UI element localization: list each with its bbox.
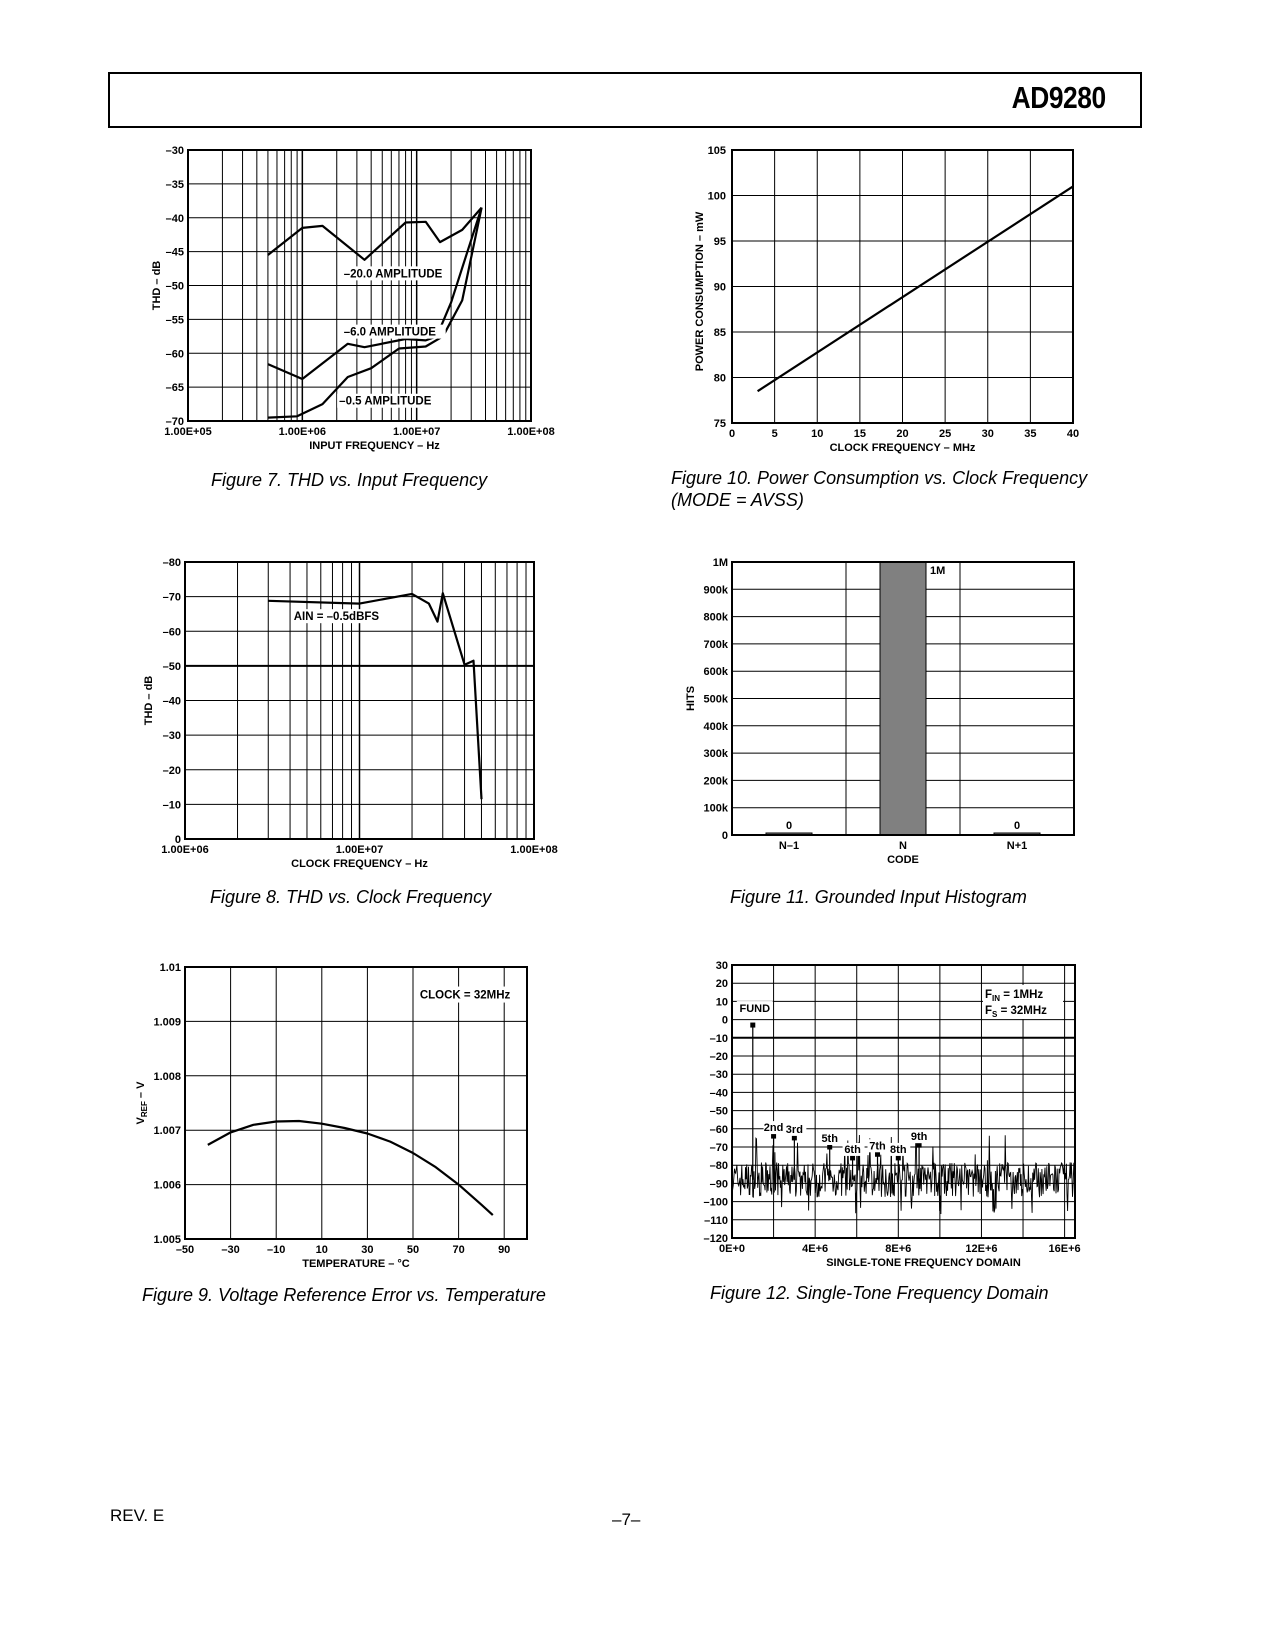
y-tick-label: 80	[713, 372, 726, 385]
y-tick-label: –50	[165, 280, 184, 293]
y-tick-label: –40	[165, 212, 184, 225]
x-axis-label: CODE	[887, 854, 919, 866]
y-tick-label: –60	[165, 348, 184, 361]
y-tick-label: –45	[165, 246, 184, 259]
y-tick-label: 75	[713, 418, 726, 430]
power-consumption-chart	[685, 140, 1090, 460]
x-tick-label: 1.00E+06	[161, 844, 209, 856]
y-tick-label: 0	[174, 834, 181, 846]
figure-10-caption	[671, 467, 1087, 511]
voltage-reference-chart	[130, 958, 540, 1278]
y-tick-label: –70	[165, 416, 184, 428]
figure-11-caption: Figure 11. Grounded Input Histogram	[730, 887, 1027, 907]
y-tick-label: 700k	[703, 638, 728, 651]
y-tick-label: 300k	[703, 748, 728, 761]
figure-10-caption-line1: Figure 10. Power Consumption vs. Clock Frequency	[671, 468, 1088, 488]
y-tick-label: 20	[715, 978, 728, 991]
y-tick-label: –40	[709, 1087, 728, 1100]
y-tick-label: 900k	[703, 584, 728, 597]
legend-fs-sub: S	[992, 1010, 998, 1019]
y-tick-label: 0	[721, 830, 728, 842]
y-tick-label: 10	[715, 996, 728, 1009]
y-axis-label: HITS	[685, 685, 697, 712]
y-tick-label: –120	[703, 1233, 728, 1245]
y-tick-label: –20	[709, 1051, 728, 1063]
legend-fs-main: F	[985, 1005, 993, 1017]
x-tick-label: 90	[498, 1244, 511, 1256]
harmonic-marker	[771, 1134, 776, 1139]
x-axis-label: CLOCK FREQUENCY – Hz	[291, 858, 428, 870]
x-tick-label: 50	[406, 1244, 420, 1256]
harmonic-marker	[850, 1155, 855, 1160]
x-tick-label: 1.00E+07	[392, 426, 441, 438]
x-tick-label: 10	[811, 428, 824, 440]
figure-9-caption: Figure 9. Voltage Reference Error vs. Temperature	[142, 1285, 546, 1305]
y-tick-label: 600k	[703, 666, 728, 679]
x-tick-label: 8E+6	[885, 1243, 912, 1255]
x-tick-label: 10	[315, 1244, 328, 1256]
y-tick-label: –10	[709, 1032, 728, 1045]
y-axis-label: POWER CONSUMPTION – mW	[694, 211, 706, 372]
y-tick-label: 1.005	[153, 1234, 181, 1246]
x-tick-label: 30	[981, 428, 994, 440]
y-tick-label: –110	[704, 1214, 728, 1227]
thd-vs-input-frequency-chart	[140, 140, 580, 460]
y-tick-label: 500k	[703, 693, 728, 706]
y-tick-label: –55	[165, 314, 184, 327]
y-tick-label: –80	[162, 557, 181, 569]
x-tick-label: 40	[1066, 428, 1080, 440]
y-tick-label: 90	[713, 281, 726, 294]
x-tick-label: 15	[853, 428, 866, 440]
x-tick-label: 25	[939, 428, 952, 440]
x-tick-label: 12E+6	[965, 1243, 998, 1255]
y-tick-label: 1.007	[153, 1125, 181, 1138]
x-tick-label: N–1	[778, 840, 800, 852]
grounded-input-histogram-chart	[680, 552, 1090, 874]
harmonic-label: 8th	[890, 1143, 907, 1156]
y-tick-label: 1M	[712, 557, 728, 569]
harmonic-marker	[792, 1135, 797, 1140]
y-tick-label: 30	[715, 960, 728, 972]
y-tick-label: –40	[162, 695, 181, 708]
series-annotation: –0.5 AMPLITUDE	[339, 395, 432, 408]
legend-fin-tail: = 1MHz	[1000, 989, 1044, 1001]
x-tick-label: 1.00E+06	[278, 426, 327, 438]
chart-annotation: CLOCK = 32MHz	[419, 989, 511, 1002]
single-tone-frequency-chart	[690, 955, 1090, 1277]
y-tick-label: –50	[162, 660, 181, 673]
legend-fin-sub: IN	[992, 994, 1001, 1003]
x-tick-label: 30	[361, 1244, 374, 1256]
y-tick-label: –90	[709, 1178, 728, 1191]
series-line	[758, 186, 1073, 391]
x-tick-label: 16E+6	[1048, 1243, 1081, 1255]
x-axis-label: CLOCK FREQUENCY – MHz	[829, 442, 976, 454]
harmonic-marker	[875, 1152, 880, 1157]
bar-value-label: 0	[785, 820, 793, 832]
harmonic-marker	[750, 1023, 755, 1028]
y-axis-label	[135, 1081, 149, 1125]
harmonic-marker	[917, 1143, 922, 1148]
x-tick-label: 1.00E+05	[164, 426, 212, 438]
y-tick-label: –100	[703, 1196, 728, 1209]
y-tick-label: –35	[165, 178, 184, 191]
y-axis-label-tail: – V	[135, 1081, 147, 1102]
y-tick-label: 85	[713, 327, 726, 339]
histogram-bar	[880, 562, 926, 835]
y-tick-label: –10	[162, 799, 181, 812]
y-tick-label: –50	[709, 1105, 728, 1118]
harmonic-label: 7th	[869, 1140, 886, 1153]
figure-8-caption: Figure 8. THD vs. Clock Frequency	[210, 887, 492, 907]
x-axis-label: TEMPERATURE – °C	[302, 1258, 410, 1270]
legend-fs-tail: = 32MHz	[997, 1005, 1047, 1017]
series-line	[268, 593, 481, 799]
harmonic-label: 9th	[910, 1131, 928, 1144]
x-tick-label: –10	[267, 1244, 286, 1256]
y-tick-label: 0	[721, 1014, 728, 1027]
y-tick-label: –70	[709, 1142, 728, 1154]
x-axis-label: SINGLE-TONE FREQUENCY DOMAIN	[826, 1257, 1021, 1269]
bar-value-label: 1M	[930, 565, 946, 577]
y-tick-label: 1.009	[153, 1016, 181, 1029]
x-tick-label: 70	[452, 1244, 465, 1256]
y-tick-label: 100	[707, 190, 726, 203]
x-tick-label: N+1	[1006, 840, 1028, 852]
y-tick-label: 95	[713, 236, 726, 248]
y-tick-label: –30	[709, 1069, 728, 1082]
y-tick-label: –60	[709, 1123, 728, 1136]
y-axis-label: THD – dB	[151, 260, 163, 311]
legend-fin-main: F	[985, 989, 993, 1001]
thd-vs-clock-frequency-chart	[140, 552, 580, 874]
harmonic-marker	[827, 1145, 832, 1150]
series-annotation: AIN = –0.5dBFS	[293, 611, 380, 624]
bar-value-label: 0	[1013, 820, 1021, 832]
y-tick-label: 400k	[703, 720, 728, 733]
y-tick-label: 800k	[703, 611, 728, 624]
x-tick-label: 0	[728, 428, 736, 440]
x-tick-label: –50	[175, 1244, 195, 1256]
y-axis-label-main: V	[135, 1117, 147, 1125]
harmonic-marker	[896, 1155, 901, 1160]
y-axis-label: THD – dB	[143, 675, 155, 726]
y-axis-label-sub: REF	[140, 1101, 149, 1118]
harmonic-label: 3rd	[785, 1123, 803, 1136]
page-header	[108, 72, 1142, 128]
revision-label: REV. E	[110, 1506, 165, 1525]
plot-frame	[185, 967, 527, 1239]
x-axis-label: INPUT FREQUENCY – Hz	[309, 440, 440, 452]
x-tick-label: 0E+0	[719, 1243, 745, 1255]
figure-10-caption-line2: (MODE = AVSS)	[671, 490, 804, 510]
y-tick-label: 1.008	[153, 1070, 181, 1083]
series-annotation: –20.0 AMPLITUDE	[343, 268, 443, 281]
harmonic-label: 6th	[844, 1143, 861, 1156]
x-tick-label: 5	[771, 428, 778, 440]
harmonic-label: 2nd	[763, 1122, 784, 1135]
figure-12-caption: Figure 12. Single-Tone Frequency Domain	[710, 1283, 1049, 1303]
series-line	[268, 208, 482, 418]
page-number: –7–	[612, 1510, 641, 1529]
y-tick-label: –80	[709, 1160, 728, 1173]
figure-7-caption: Figure 7. THD vs. Input Frequency	[211, 470, 488, 490]
x-tick-label: 1.00E+08	[510, 844, 558, 856]
x-tick-label: 1.00E+08	[507, 426, 555, 438]
series-annotation: –6.0 AMPLITUDE	[343, 326, 436, 339]
page-title: AD9280	[1011, 80, 1106, 115]
series-line	[208, 1121, 493, 1215]
harmonic-label: FUND	[739, 1003, 771, 1016]
x-tick-label: 35	[1024, 428, 1037, 440]
y-tick-label: –30	[165, 145, 184, 157]
y-tick-label: –70	[162, 591, 181, 604]
x-tick-label: 20	[896, 428, 909, 440]
y-tick-label: –30	[162, 730, 181, 743]
y-tick-label: 105	[707, 145, 726, 157]
y-tick-label: –60	[162, 626, 181, 639]
y-tick-label: 1.006	[153, 1179, 181, 1192]
x-tick-label: 1.00E+07	[335, 844, 384, 856]
x-tick-label: 4E+6	[802, 1243, 829, 1255]
y-tick-label: 200k	[703, 775, 728, 788]
y-tick-label: 100k	[703, 802, 728, 815]
y-tick-label: –65	[165, 382, 184, 395]
x-tick-label: N	[899, 840, 907, 852]
y-tick-label: –20	[162, 764, 181, 777]
y-tick-label: 1.01	[159, 962, 181, 974]
x-tick-label: –30	[221, 1244, 240, 1256]
harmonic-label: 5th	[821, 1133, 838, 1145]
